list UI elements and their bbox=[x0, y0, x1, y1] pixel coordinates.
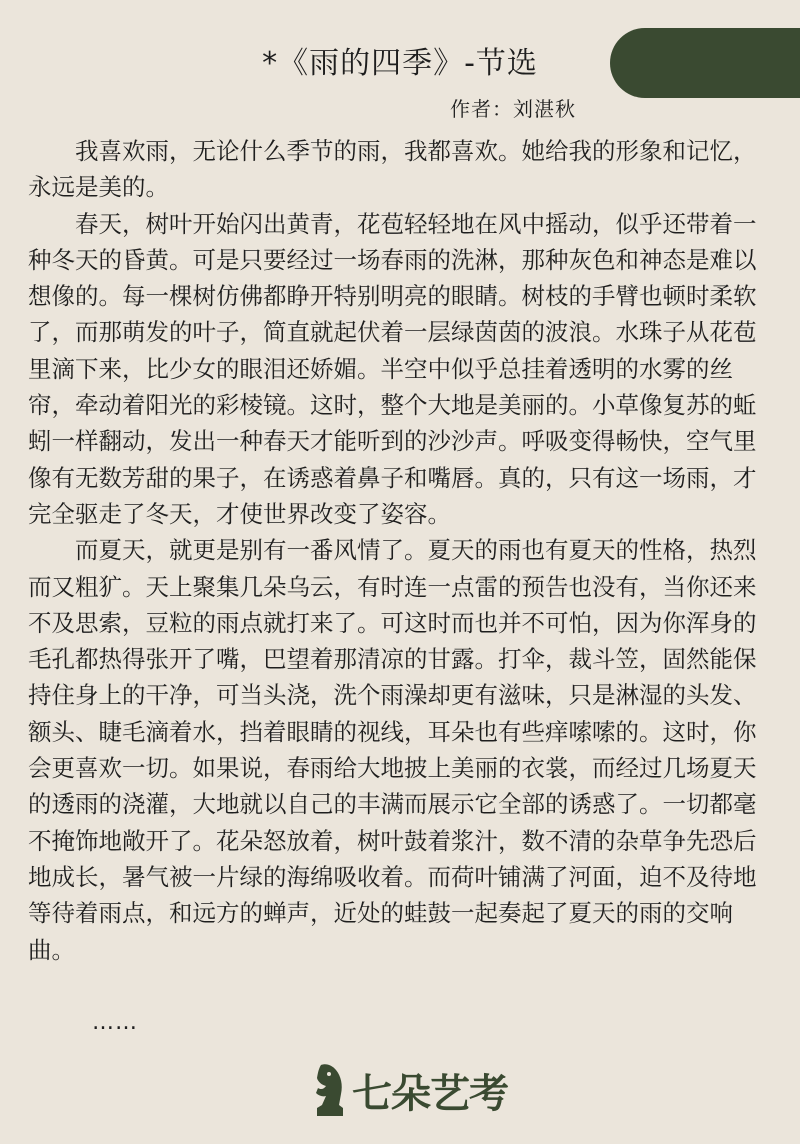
brand-logo bbox=[312, 1058, 508, 1122]
paragraph-1: 我喜欢雨，无论什么季节的雨，我都喜欢。她给我的形象和记忆，永远是美的。 bbox=[28, 137, 757, 202]
paragraph-3: 而夏天，就更是别有一番风情了。夏天的雨也有夏天的性格，热烈而又粗犷。天上聚集几朵乌云，有时连一点雷的预告也没有，当你还来不及思索，豆粒的雨点就打来了。可这时而也并不可怕，因为你浑身的毛孔都热得张开了嘴，巴望着那清凉的甘露。打伞，裁斗笠，固然能保持住身上的干净，可当头浇，洗个雨澡却更有滋味，只是淋湿的头发、额头、睫毛滴着水，挡着眼睛的视线，耳朵也有些痒嗦嗦的。这时，你会更喜欢一切。如果说，春雨给大地披上美丽的衣裳，而经过几场夏天的透雨的浇灌，大地就以自己的丰满而展示它全部的诱惑了。一切都毫不掩饰地敞开了。花朵怒放着，树叶鼓着浆汁，数不清的杂草争先恐后地成长，暑气被一片绿的海绵吸收着。而荷叶铺满了河面，迫不及待地等待着雨点，和远方的蝉声，近处的蛙鼓一起奏起了夏天的雨的交响曲。 bbox=[28, 536, 757, 964]
logo-text: 七朵艺考 bbox=[352, 1070, 508, 1117]
page-title: *《雨的四季》-节选 bbox=[262, 46, 538, 81]
ellipsis: …… bbox=[92, 1010, 138, 1035]
author-line: 作者：刘湛秋 bbox=[450, 97, 576, 121]
chess-knight-icon bbox=[312, 1061, 346, 1119]
article-body bbox=[28, 133, 773, 968]
paragraph-2: 春天，树叶开始闪出黄青，花苞轻轻地在风中摇动，似乎还带着一种冬天的昏黄。可是只要经过一场春雨的洗淋，那种灰色和神态是难以想像的。每一棵树仿佛都睁开特别明亮的眼睛。树枝的手臂也顿时柔软了，而那萌发的叶子，简直就起伏着一层绿茵茵的波浪。水珠子从花苞里滴下来，比少女的眼泪还娇媚。半空中似乎总挂着透明的水雾的丝帘，牵动着阳光的彩棱镜。这时，整个大地是美丽的。小草像复苏的蚯蚓一样翻动，发出一种春天才能听到的沙沙声。呼吸变得畅快，空气里像有无数芳甜的果子，在诱惑着鼻子和嘴唇。真的，只有这一场雨，才完全驱走了冬天，才使世界改变了姿容。 bbox=[28, 209, 757, 528]
